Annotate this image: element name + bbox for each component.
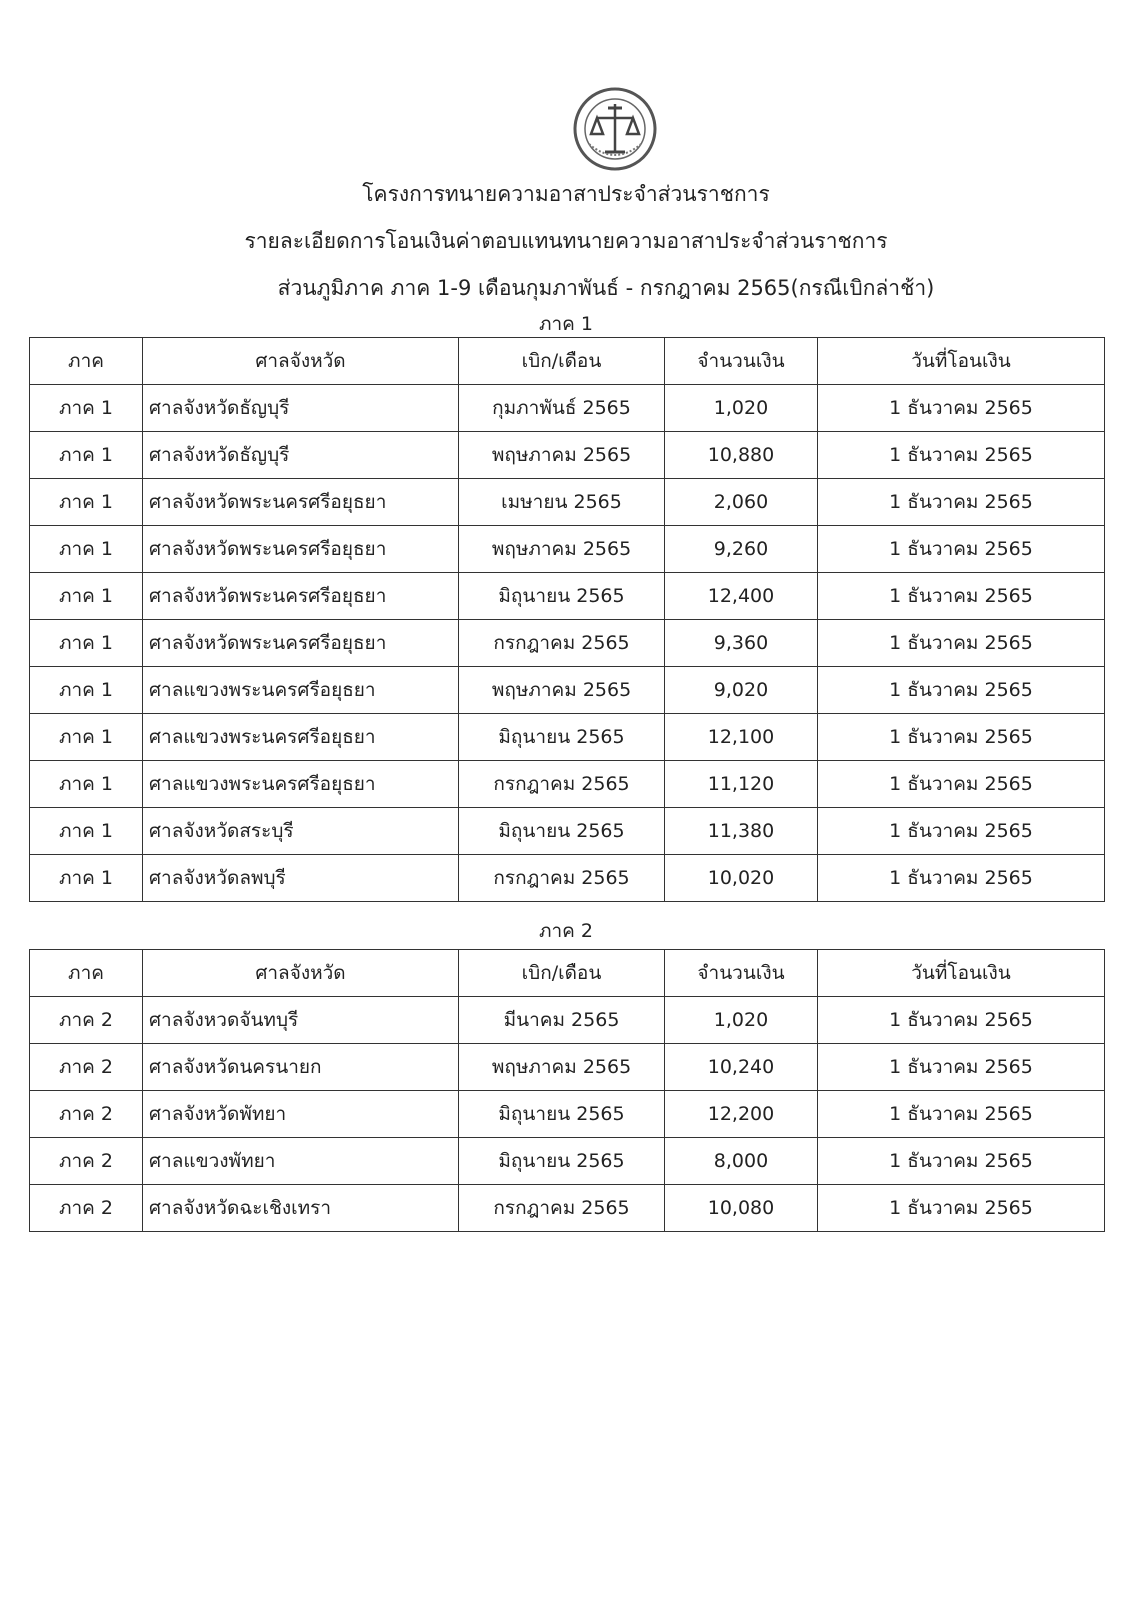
cell-month: มิถุนายน 2565 — [459, 1138, 665, 1185]
cell-region: ภาค 2 — [30, 1044, 143, 1091]
cell-transfer-date: 1 ธันวาคม 2565 — [818, 808, 1105, 855]
cell-court: ศาลจังหวัดสระบุรี — [143, 808, 459, 855]
cell-transfer-date: 1 ธันวาคม 2565 — [818, 855, 1105, 902]
cell-month: กรกฎาคม 2565 — [459, 1185, 665, 1232]
cell-amount: 12,400 — [665, 573, 818, 620]
cell-amount: 1,020 — [665, 997, 818, 1044]
table-row — [30, 808, 1105, 855]
cell-amount: 12,100 — [665, 714, 818, 761]
cell-amount: 9,360 — [665, 620, 818, 667]
cell-month: กุมภาพันธ์ 2565 — [459, 385, 665, 432]
cell-transfer-date: 1 ธันวาคม 2565 — [818, 1044, 1105, 1091]
cell-court: ศาลจังหวัดพระนครศรีอยุธยา — [143, 479, 459, 526]
column-header-amount: จำนวนเงิน — [665, 950, 818, 997]
cell-region: ภาค 1 — [30, 573, 143, 620]
section-caption-region-2: ภาค 2 — [538, 920, 594, 942]
cell-court: ศาลจังหวัดนครนายก — [143, 1044, 459, 1091]
cell-court: ศาลแขวงพัทยา — [143, 1138, 459, 1185]
cell-transfer-date: 1 ธันวาคม 2565 — [818, 1091, 1105, 1138]
cell-month: กรกฎาคม 2565 — [459, 620, 665, 667]
cell-region: ภาค 2 — [30, 997, 143, 1044]
cell-month: พฤษภาคม 2565 — [459, 1044, 665, 1091]
column-header-court: ศาลจังหวัด — [143, 338, 459, 385]
cell-court: ศาลจังหวดจันทบุรี — [143, 997, 459, 1044]
column-header-amount: จำนวนเงิน — [665, 338, 818, 385]
table-row — [30, 620, 1105, 667]
document-period: ส่วนภูมิภาค ภาค 1-9 เดือนกุมภาพันธ์ - กรกฎาคม 2565(กรณีเบิกล่าช้า) — [277, 276, 935, 300]
cell-court: ศาลจังหวัดฉะเชิงเทรา — [143, 1185, 459, 1232]
cell-transfer-date: 1 ธันวาคม 2565 — [818, 1185, 1105, 1232]
cell-month: มีนาคม 2565 — [459, 997, 665, 1044]
cell-transfer-date: 1 ธันวาคม 2565 — [818, 714, 1105, 761]
table-row — [30, 855, 1105, 902]
cell-month: เมษายน 2565 — [459, 479, 665, 526]
column-header-region: ภาค — [30, 338, 143, 385]
column-header-court: ศาลจังหวัด — [143, 950, 459, 997]
cell-transfer-date: 1 ธันวาคม 2565 — [818, 620, 1105, 667]
cell-court: ศาลจังหวัดธัญบุรี — [143, 432, 459, 479]
cell-court: ศาลจังหวัดพระนครศรีอยุธยา — [143, 620, 459, 667]
column-header-month: เบิก/เดือน — [459, 950, 665, 997]
cell-region: ภาค 1 — [30, 620, 143, 667]
cell-region: ภาค 1 — [30, 667, 143, 714]
cell-court: ศาลแขวงพระนครศรีอยุธยา — [143, 714, 459, 761]
table-row — [30, 714, 1105, 761]
cell-transfer-date: 1 ธันวาคม 2565 — [818, 667, 1105, 714]
cell-month: กรกฎาคม 2565 — [459, 761, 665, 808]
cell-amount: 10,880 — [665, 432, 818, 479]
cell-transfer-date: 1 ธันวาคม 2565 — [818, 479, 1105, 526]
cell-amount: 9,020 — [665, 667, 818, 714]
column-header-transfer-date: วันที่โอนเงิน — [818, 950, 1105, 997]
cell-month: พฤษภาคม 2565 — [459, 432, 665, 479]
cell-transfer-date: 1 ธันวาคม 2565 — [818, 1138, 1105, 1185]
cell-month: มิถุนายน 2565 — [459, 1091, 665, 1138]
cell-court: ศาลจังหวัดพระนครศรีอยุธยา — [143, 573, 459, 620]
cell-transfer-date: 1 ธันวาคม 2565 — [818, 432, 1105, 479]
table-row — [30, 997, 1105, 1044]
cell-region: ภาค 2 — [30, 1091, 143, 1138]
column-header-region: ภาค — [30, 950, 143, 997]
cell-amount: 10,080 — [665, 1185, 818, 1232]
cell-transfer-date: 1 ธันวาคม 2565 — [818, 573, 1105, 620]
cell-court: ศาลจังหวัดพัทยา — [143, 1091, 459, 1138]
cell-month: พฤษภาคม 2565 — [459, 526, 665, 573]
cell-amount: 11,380 — [665, 808, 818, 855]
cell-month: มิถุนายน 2565 — [459, 714, 665, 761]
column-header-transfer-date: วันที่โอนเงิน — [818, 338, 1105, 385]
table-row — [30, 573, 1105, 620]
agency-seal-icon — [572, 86, 658, 172]
table-row — [30, 1091, 1105, 1138]
cell-region: ภาค 2 — [30, 1185, 143, 1232]
cell-month: มิถุนายน 2565 — [459, 808, 665, 855]
table-row — [30, 385, 1105, 432]
section-caption-region-1: ภาค 1 — [538, 313, 594, 335]
table-row — [30, 667, 1105, 714]
cell-amount: 10,240 — [665, 1044, 818, 1091]
cell-region: ภาค 1 — [30, 761, 143, 808]
cell-region: ภาค 2 — [30, 1138, 143, 1185]
cell-amount: 1,020 — [665, 385, 818, 432]
cell-region: ภาค 1 — [30, 385, 143, 432]
document-title: โครงการทนายความอาสาประจำส่วนราชการ — [362, 182, 770, 206]
table-header-row — [30, 950, 1105, 997]
table-row — [30, 1044, 1105, 1091]
cell-month: กรกฎาคม 2565 — [459, 855, 665, 902]
cell-amount: 9,260 — [665, 526, 818, 573]
cell-amount: 11,120 — [665, 761, 818, 808]
cell-region: ภาค 1 — [30, 714, 143, 761]
table-row — [30, 479, 1105, 526]
column-header-month: เบิก/เดือน — [459, 338, 665, 385]
table-row — [30, 1185, 1105, 1232]
cell-court: ศาลแขวงพระนครศรีอยุธยา — [143, 761, 459, 808]
cell-court: ศาลจังหวัดลพบุรี — [143, 855, 459, 902]
table-row — [30, 432, 1105, 479]
cell-amount: 8,000 — [665, 1138, 818, 1185]
table-row — [30, 1138, 1105, 1185]
cell-region: ภาค 1 — [30, 432, 143, 479]
cell-month: มิถุนายน 2565 — [459, 573, 665, 620]
table-row — [30, 761, 1105, 808]
transfer-table-region-2 — [29, 949, 1105, 1232]
document-subtitle: รายละเอียดการโอนเงินค่าตอบแทนทนายความอาสาประจำส่วนราชการ — [244, 229, 888, 253]
cell-transfer-date: 1 ธันวาคม 2565 — [818, 526, 1105, 573]
cell-region: ภาค 1 — [30, 526, 143, 573]
cell-region: ภาค 1 — [30, 808, 143, 855]
cell-transfer-date: 1 ธันวาคม 2565 — [818, 385, 1105, 432]
transfer-table-region-1 — [29, 337, 1105, 902]
cell-amount: 10,020 — [665, 855, 818, 902]
cell-region: ภาค 1 — [30, 479, 143, 526]
cell-region: ภาค 1 — [30, 855, 143, 902]
cell-transfer-date: 1 ธันวาคม 2565 — [818, 997, 1105, 1044]
cell-court: ศาลแขวงพระนครศรีอยุธยา — [143, 667, 459, 714]
cell-amount: 2,060 — [665, 479, 818, 526]
cell-court: ศาลจังหวัดพระนครศรีอยุธยา — [143, 526, 459, 573]
cell-transfer-date: 1 ธันวาคม 2565 — [818, 761, 1105, 808]
cell-court: ศาลจังหวัดธัญบุรี — [143, 385, 459, 432]
table-header-row — [30, 338, 1105, 385]
cell-month: พฤษภาคม 2565 — [459, 667, 665, 714]
cell-amount: 12,200 — [665, 1091, 818, 1138]
table-row — [30, 526, 1105, 573]
